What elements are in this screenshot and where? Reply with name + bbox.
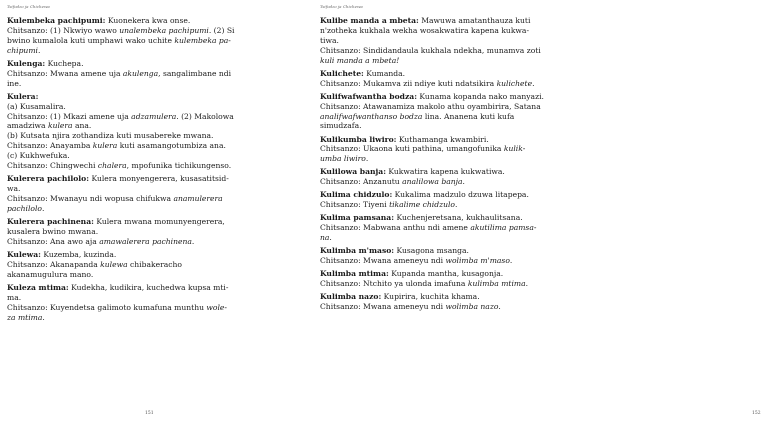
text-segment: Chitsanzo: Ntchito ya ulonda imafuna <box>320 279 468 289</box>
text-segment: chibakeracho <box>127 259 182 269</box>
dictionary-entry <box>7 250 279 280</box>
text-segment: Chitsanzo: Chingwechi <box>7 161 98 171</box>
text-segment: akanamugulura mano. <box>7 269 94 279</box>
headword: Kulima pamsana: <box>320 213 395 223</box>
text-segment: Kudekha, kudikira, kuchedwa kupsa mti- <box>68 282 229 292</box>
text-segment: . <box>454 200 458 210</box>
text-segment: ine. <box>7 78 22 88</box>
entry-line <box>320 223 582 233</box>
example-phrase: unalembeka pachipumi <box>119 25 209 35</box>
text-segment: wa. <box>7 184 21 194</box>
text-segment: tiwa. <box>320 35 339 45</box>
entry-headline <box>7 16 279 26</box>
entry-line <box>7 227 279 237</box>
entry-headline <box>320 16 582 26</box>
entry-line <box>7 184 279 194</box>
entry-line <box>320 302 582 312</box>
example-phrase: pachilolo <box>7 203 42 213</box>
text-segment: . (2) Makolowa <box>176 111 234 121</box>
text-segment: . <box>525 279 529 289</box>
entry-line <box>7 141 279 151</box>
text-segment: Chitsanzo: Ukaona kuti pathina, umangofunika <box>320 144 504 154</box>
entry-line <box>7 121 279 131</box>
text-segment: . (2) Si <box>208 25 235 35</box>
dictionary-entry <box>320 92 582 132</box>
headword: Kulichete: <box>320 68 364 78</box>
text-segment: Kukwatira kapena kukwatiwa. <box>386 167 505 177</box>
entry-line <box>7 260 279 270</box>
entry-line <box>320 26 582 36</box>
headword: Kulibe manda a mbeta: <box>320 16 419 25</box>
text-segment: Kunama kopanda nako manyazi. <box>417 91 544 101</box>
entry-headline <box>7 92 279 102</box>
text-segment: Kulera mwana momunyengerera, <box>93 216 225 226</box>
text-segment: Chitsanzo: Mwanayu ndi wopusa chifukwa <box>7 193 174 203</box>
example-phrase: wolimba nazo <box>445 302 499 312</box>
text-segment: Mawuwa amatanthauza kuti <box>418 16 531 25</box>
running-head: Tsifodzo ja Chichewa <box>320 4 363 9</box>
dictionary-entry <box>7 92 279 171</box>
text-segment: kusalera bwino mwana. <box>7 226 99 236</box>
text-segment: Chitsanzo: Anayamba <box>7 141 93 151</box>
text-segment: . <box>42 312 45 322</box>
dictionary-entry <box>7 16 279 56</box>
entry-line <box>7 161 279 171</box>
dictionary-entry <box>320 269 582 289</box>
example-phrase: kulik- <box>503 144 526 154</box>
headword: Kulembeka pachipumi: <box>7 16 106 25</box>
entry-headline <box>320 269 582 279</box>
text-segment: Kukalima madzulo dzuwa litapepa. <box>392 190 529 200</box>
entry-line <box>7 69 279 79</box>
example-phrase: kulera <box>92 141 118 151</box>
dictionary-entry <box>320 246 582 266</box>
dictionary-entries <box>320 16 582 315</box>
text-segment: Chitsanzo: Kuyendetsa galimoto kumafuna munthu <box>7 302 207 312</box>
entry-line <box>320 256 582 266</box>
headword: Kulima chidzulo: <box>320 190 393 200</box>
dictionary-entry <box>7 174 279 214</box>
text-segment: Kulera monyengerera, kusasatitsid- <box>89 174 229 184</box>
entry-headline <box>320 135 582 145</box>
dictionary-entry <box>7 283 279 323</box>
example-phrase: na <box>320 233 330 243</box>
entry-line <box>320 200 582 210</box>
dictionary-entry <box>320 16 582 66</box>
text-segment: (a) Kusamalira. <box>7 101 66 111</box>
dictionary-entry <box>7 217 279 247</box>
entry-line <box>7 26 279 36</box>
headword: Kulilowa banja: <box>320 167 386 177</box>
example-phrase: kulimba mtima <box>467 279 526 289</box>
example-phrase: anamulerera <box>173 193 223 203</box>
example-phrase: analilowa banja <box>402 177 463 187</box>
text-segment: Chitsanzo: Mabwana anthu ndi amene <box>320 223 471 233</box>
page-number: 151 <box>145 411 154 416</box>
entry-headline <box>7 174 279 184</box>
text-segment: (c) Kukhwefuka. <box>7 151 70 161</box>
entry-line <box>320 279 582 289</box>
text-segment: Kuthamanga kwambiri. <box>396 134 489 144</box>
text-segment: Kusagona msanga. <box>394 246 469 256</box>
text-segment: Chitsanzo: (1) Mkazi amene uja <box>7 111 132 121</box>
text-segment: Chitsanzo: Mwana ameneyu ndi <box>320 302 446 312</box>
example-phrase: akutilima pamsa- <box>470 223 537 233</box>
entry-headline <box>7 59 279 69</box>
example-phrase: kulewa <box>100 259 128 269</box>
example-phrase: chalera <box>97 161 127 171</box>
text-segment: . <box>365 154 369 164</box>
example-phrase: za mtima <box>7 312 43 322</box>
text-segment: Chitsanzo: Atawanamiza makolo athu oyambirira, Satana <box>320 101 541 111</box>
entry-line <box>7 293 279 303</box>
headword: Kulenga: <box>7 58 46 68</box>
page-number: 152 <box>752 411 761 416</box>
entry-line <box>320 36 582 46</box>
example-phrase: kulera <box>48 121 73 131</box>
example-phrase: wolimba m'maso <box>445 256 510 266</box>
entry-headline <box>7 283 279 293</box>
dictionary-entry <box>320 135 582 165</box>
example-phrase: amawalerera pachinena <box>99 236 192 246</box>
text-segment: Kuonekera kwa onse. <box>105 16 191 25</box>
entry-line <box>7 112 279 122</box>
entry-line <box>7 237 279 247</box>
headword: Kulikumba liwiro: <box>320 134 397 144</box>
text-segment: Chitsanzo: Anzanutu <box>320 177 403 187</box>
text-segment: Kupirira, kuchita khama. <box>381 292 480 302</box>
entry-headline <box>320 292 582 302</box>
text-segment: . <box>498 302 501 312</box>
text-segment: , sangalimbane ndi <box>158 68 232 78</box>
example-phrase: chipumi <box>7 45 38 55</box>
entry-line <box>320 233 582 243</box>
entry-headline <box>320 92 582 102</box>
example-phrase: wole- <box>206 302 227 312</box>
dictionary-entry <box>320 292 582 312</box>
text-segment: , mpofunika tichikungenso. <box>126 161 232 171</box>
dictionary-entry <box>7 59 279 89</box>
text-segment: Chitsanzo: Mwana ameneyu ndi <box>320 256 446 266</box>
entry-headline <box>320 69 582 79</box>
headword: Kulerera pachilolo: <box>7 174 90 184</box>
text-segment: . <box>509 256 513 266</box>
entry-line <box>7 46 279 56</box>
text-segment: Kuzemba, kuzinda. <box>40 249 117 259</box>
entry-headline <box>7 250 279 260</box>
headword: Kulifwafwantha bodza: <box>320 91 418 101</box>
dictionary-entries <box>7 16 279 326</box>
right-page <box>300 0 761 424</box>
text-segment: Chitsanzo: Mwana amene uja <box>7 68 123 78</box>
running-head: Tsifodzo ja Chichewa <box>7 4 50 9</box>
example-phrase: adzamulera <box>131 111 177 121</box>
entry-headline <box>320 167 582 177</box>
entry-line <box>7 151 279 161</box>
entry-line <box>7 79 279 89</box>
entry-line <box>320 56 582 66</box>
text-segment: ana. <box>72 121 92 131</box>
example-phrase: kulichete <box>496 78 533 88</box>
text-segment: Chitsanzo: Mukamva zii ndiye kuti ndatsikira <box>320 78 497 88</box>
text-segment: Chitsanzo: Sindidandaula kukhala ndekha, munamva zoti <box>320 45 541 55</box>
entry-line <box>7 36 279 46</box>
entry-headline <box>320 246 582 256</box>
entry-line <box>320 102 582 112</box>
example-phrase: tikalime chidzulo <box>389 200 455 210</box>
text-segment: Chitsanzo: Tiyeni <box>320 200 390 210</box>
headword: Kulimba mtima: <box>320 269 389 279</box>
dictionary-entry <box>320 69 582 89</box>
entry-line <box>7 270 279 280</box>
text-segment: Kuchenjeretsana, kukhaulitsana. <box>394 213 523 223</box>
entry-line <box>7 131 279 141</box>
text-segment: (b) Kutsata njira zothandiza kuti musabereke mwana. <box>7 131 214 141</box>
entry-line <box>7 102 279 112</box>
dictionary-entry <box>320 167 582 187</box>
text-segment: . <box>329 233 332 243</box>
text-segment: bwino kumalola kuti umphawi wako uchite <box>7 35 175 45</box>
text-segment: amadziwa <box>7 121 48 131</box>
example-phrase: kulembeka pa- <box>174 35 231 45</box>
text-segment: n'zotheka kukhala wekha wosakwatira kapena kukwa- <box>320 25 530 35</box>
text-segment: . <box>41 203 45 213</box>
headword: Kulerera pachinena: <box>7 216 94 226</box>
example-phrase: kuli manda a mbeta! <box>320 55 400 65</box>
text-segment: Chitsanzo: Ana awo aja <box>7 236 100 246</box>
dictionary-entry <box>320 213 582 243</box>
text-segment: . <box>462 177 465 187</box>
text-segment: Kupanda mantha, kusagonja. <box>388 269 504 279</box>
entry-line <box>7 204 279 214</box>
example-phrase: analifwafwanthanso bodza <box>320 111 423 121</box>
headword: Kulewa: <box>7 249 41 259</box>
headword: Kulimba nazo: <box>320 292 382 302</box>
text-segment: kuti asamangotumbiza ana. <box>117 141 226 151</box>
text-segment: Chitsanzo: (1) Nkwiyo wawo <box>7 25 120 35</box>
headword: Kulimba m'maso: <box>320 246 395 256</box>
dictionary-entry <box>320 190 582 210</box>
left-page <box>0 0 300 424</box>
entry-line <box>320 154 582 164</box>
headword: Kulera: <box>7 91 39 101</box>
text-segment: lina. Ananena kuti kufa <box>422 111 515 121</box>
entry-line <box>7 194 279 204</box>
text-segment: ma. <box>7 292 22 302</box>
entry-line <box>320 121 582 131</box>
text-segment: . <box>191 236 195 246</box>
entry-line <box>320 144 582 154</box>
entry-line <box>320 46 582 56</box>
entry-line <box>320 177 582 187</box>
text-segment: Kuchepa. <box>45 58 84 68</box>
text-segment: Chitsanzo: Akanapanda <box>7 259 101 269</box>
text-segment: simudzafa. <box>320 121 362 131</box>
entry-line <box>7 313 279 323</box>
entry-line <box>7 303 279 313</box>
example-phrase: akulenga <box>122 68 159 78</box>
text-segment: . <box>532 78 535 88</box>
entry-headline <box>320 213 582 223</box>
entry-line <box>320 112 582 122</box>
headword: Kuleza mtima: <box>7 282 69 292</box>
text-segment: Kumanda. <box>363 68 406 78</box>
text-segment: . <box>37 45 41 55</box>
entry-headline <box>7 217 279 227</box>
entry-headline <box>320 190 582 200</box>
entry-line <box>320 79 582 89</box>
example-phrase: umba liwiro <box>320 154 366 164</box>
